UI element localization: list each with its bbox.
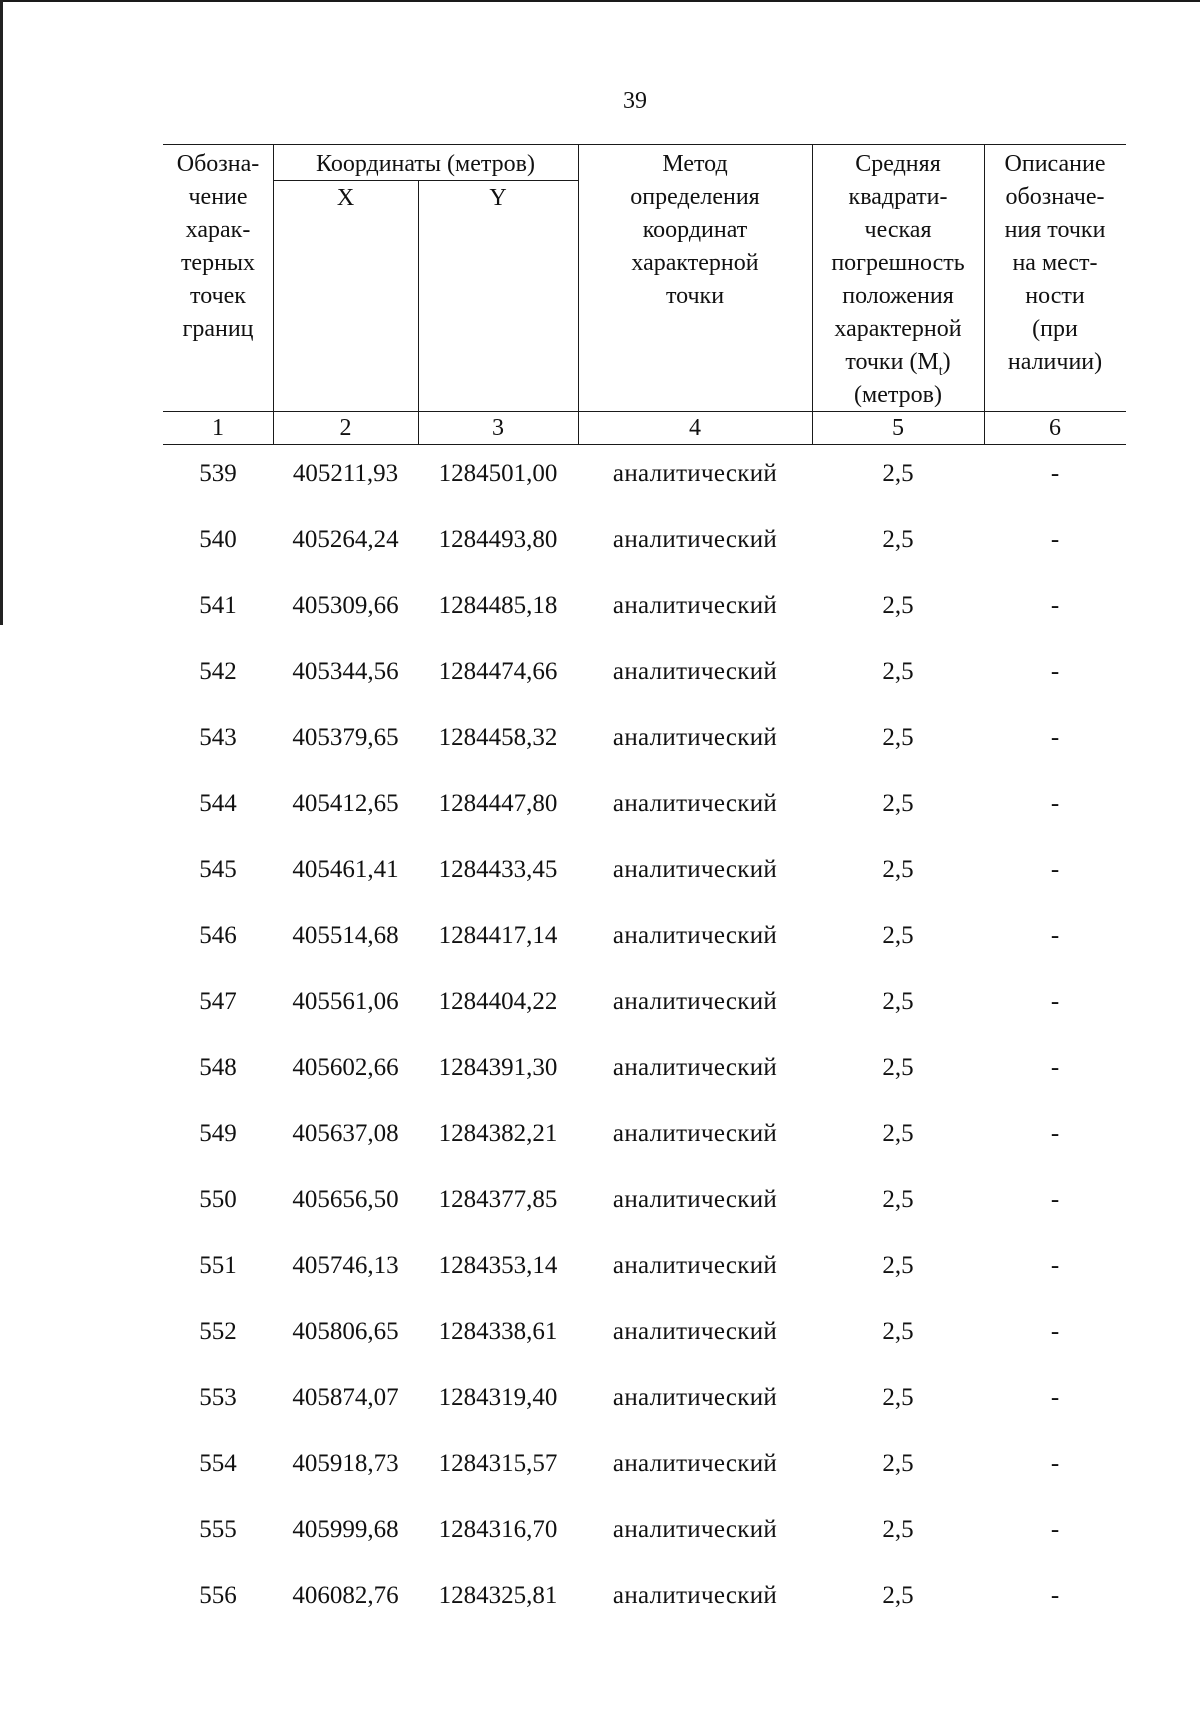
cell-description: - xyxy=(1050,592,1060,619)
cell-x: 405412,65 xyxy=(292,790,399,817)
cell-y: 1284493,80 xyxy=(438,526,558,553)
cell-point-id: 544 xyxy=(199,790,237,817)
column-number-3: 3 xyxy=(492,415,504,441)
cell-y: 1284501,00 xyxy=(438,460,558,487)
table-row xyxy=(163,1382,1126,1448)
cell-x: 405999,68 xyxy=(292,1516,399,1543)
cell-description: - xyxy=(1050,988,1060,1015)
cell-x: 405874,07 xyxy=(292,1384,399,1411)
cell-method: аналитический xyxy=(612,592,778,619)
cell-description: - xyxy=(1050,460,1060,487)
cell-description: - xyxy=(1050,922,1060,949)
cell-x: 405461,41 xyxy=(292,856,399,883)
header-x: X xyxy=(336,185,355,211)
cell-method: аналитический xyxy=(612,1450,778,1477)
table-row xyxy=(163,1250,1126,1316)
table-row xyxy=(163,1448,1126,1514)
header-mean-square-error-text: Средняя квадрати- ческая погрешность положения характерной точки (M xyxy=(831,151,965,375)
cell-error: 2,5 xyxy=(882,1252,914,1279)
cell-point-id: 553 xyxy=(199,1384,237,1411)
cell-point-id: 549 xyxy=(199,1120,237,1147)
cell-point-id: 550 xyxy=(199,1186,237,1213)
cell-y: 1284353,14 xyxy=(438,1252,558,1279)
table-body xyxy=(163,458,1126,1646)
header-mean-square-error xyxy=(812,148,984,412)
cell-method: аналитический xyxy=(612,988,778,1015)
cell-point-id: 547 xyxy=(199,988,237,1015)
cell-y: 1284417,14 xyxy=(438,922,558,949)
cell-description: - xyxy=(1050,658,1060,685)
cell-point-id: 555 xyxy=(199,1516,237,1543)
cell-point-id: 540 xyxy=(199,526,237,553)
cell-method: аналитический xyxy=(612,526,778,553)
cell-description: - xyxy=(1050,1318,1060,1345)
cell-description: - xyxy=(1050,1054,1060,1081)
cell-point-id: 543 xyxy=(199,724,237,751)
cell-point-id: 541 xyxy=(199,592,237,619)
cell-x: 405602,66 xyxy=(292,1054,399,1081)
cell-method: аналитический xyxy=(612,1186,778,1213)
cell-error: 2,5 xyxy=(882,460,914,487)
column-number-1: 1 xyxy=(212,415,224,441)
cell-y: 1284474,66 xyxy=(438,658,558,685)
header-y: Y xyxy=(489,185,507,211)
cell-description: - xyxy=(1050,724,1060,751)
table-row xyxy=(163,1514,1126,1580)
cell-x: 405561,06 xyxy=(292,988,399,1015)
cell-point-id: 556 xyxy=(199,1582,237,1609)
cell-x: 405806,65 xyxy=(292,1318,399,1345)
cell-description: - xyxy=(1050,1384,1060,1411)
cell-y: 1284382,21 xyxy=(438,1120,558,1147)
cell-x: 405379,65 xyxy=(292,724,399,751)
cell-point-id: 545 xyxy=(199,856,237,883)
cell-y: 1284338,61 xyxy=(438,1318,558,1345)
cell-x: 406082,76 xyxy=(292,1582,399,1609)
cell-method: аналитический xyxy=(612,1318,778,1345)
cell-description: - xyxy=(1050,856,1060,883)
cell-method: аналитический xyxy=(612,856,778,883)
cell-y: 1284316,70 xyxy=(438,1516,558,1543)
header-coordinates: Координаты (метров) xyxy=(316,151,535,177)
cell-point-id: 548 xyxy=(199,1054,237,1081)
table-row xyxy=(163,1052,1126,1118)
cell-method: аналитический xyxy=(612,1252,778,1279)
cell-method: аналитический xyxy=(612,1582,778,1609)
cell-y: 1284377,85 xyxy=(438,1186,558,1213)
cell-point-id: 539 xyxy=(199,460,237,487)
cell-description: - xyxy=(1050,1252,1060,1279)
cell-y: 1284325,81 xyxy=(438,1582,558,1609)
cell-error: 2,5 xyxy=(882,1318,914,1345)
cell-error: 2,5 xyxy=(882,1186,914,1213)
table-row xyxy=(163,854,1126,920)
col-divider-2 xyxy=(418,180,419,444)
cell-description: - xyxy=(1050,790,1060,817)
table-row xyxy=(163,788,1126,854)
cell-error: 2,5 xyxy=(882,1516,914,1543)
cell-description: - xyxy=(1050,1120,1060,1147)
cell-error: 2,5 xyxy=(882,1450,914,1477)
table-row xyxy=(163,458,1126,524)
cell-y: 1284485,18 xyxy=(438,592,558,619)
cell-error: 2,5 xyxy=(882,724,914,751)
cell-method: аналитический xyxy=(612,1516,778,1543)
cell-description: - xyxy=(1050,1516,1060,1543)
cell-x: 405211,93 xyxy=(292,460,399,487)
column-number-2: 2 xyxy=(339,415,352,441)
table-row xyxy=(163,590,1126,656)
cell-y: 1284458,32 xyxy=(438,724,558,751)
cell-point-id: 554 xyxy=(199,1450,237,1477)
cell-error: 2,5 xyxy=(882,988,914,1015)
cell-x: 405918,73 xyxy=(292,1450,399,1477)
table-row xyxy=(163,656,1126,722)
cell-x: 405746,13 xyxy=(292,1252,399,1279)
table-row xyxy=(163,524,1126,590)
table-row xyxy=(163,1184,1126,1250)
cell-error: 2,5 xyxy=(882,1054,914,1081)
cell-x: 405656,50 xyxy=(292,1186,399,1213)
cell-method: аналитический xyxy=(612,1120,778,1147)
cell-x: 405264,24 xyxy=(292,526,399,553)
cell-point-id: 546 xyxy=(199,922,237,949)
cell-error: 2,5 xyxy=(882,592,914,619)
cell-x: 405309,66 xyxy=(292,592,399,619)
cell-method: аналитический xyxy=(612,790,778,817)
header-description: Описание обозначе- ния точки на мест- ности (при наличии) xyxy=(1004,151,1106,375)
cell-error: 2,5 xyxy=(882,856,914,883)
cell-point-id: 552 xyxy=(199,1318,237,1345)
cell-description: - xyxy=(1050,526,1060,553)
header-mean-square-error-subscript: t xyxy=(938,363,943,379)
cell-method: аналитический xyxy=(612,1384,778,1411)
column-number-4: 4 xyxy=(689,415,701,441)
cell-description: - xyxy=(1050,1450,1060,1477)
cell-x: 405344,56 xyxy=(292,658,399,685)
cell-method: аналитический xyxy=(612,1054,778,1081)
table-row xyxy=(163,1118,1126,1184)
column-numbers-bottom-rule xyxy=(163,444,1126,445)
table-row xyxy=(163,920,1126,986)
header-method: Метод определения координат характерной точки xyxy=(630,151,760,309)
header-point-designation: Обозна- чение харак- терных точек границ xyxy=(176,151,260,342)
cell-error: 2,5 xyxy=(882,790,914,817)
cell-y: 1284447,80 xyxy=(438,790,558,817)
cell-x: 405514,68 xyxy=(292,922,399,949)
cell-y: 1284315,57 xyxy=(438,1450,558,1477)
cell-y: 1284319,40 xyxy=(438,1384,558,1411)
cell-method: аналитический xyxy=(612,724,778,751)
cell-point-id: 551 xyxy=(199,1252,237,1279)
table-row xyxy=(163,986,1126,1052)
cell-description: - xyxy=(1050,1186,1060,1213)
column-number-5: 5 xyxy=(892,415,904,441)
table-top-rule xyxy=(163,144,1126,145)
cell-method: аналитический xyxy=(612,460,778,487)
table-row xyxy=(163,1580,1126,1646)
page-number: 39 xyxy=(623,88,647,114)
table-row xyxy=(163,722,1126,788)
cell-y: 1284433,45 xyxy=(438,856,558,883)
cell-error: 2,5 xyxy=(882,922,914,949)
table-row xyxy=(163,1316,1126,1382)
column-number-6: 6 xyxy=(1049,415,1061,441)
cell-error: 2,5 xyxy=(882,1384,914,1411)
scan-edge-top xyxy=(0,0,1200,2)
header-mean-square-error-units: ) (метров) xyxy=(854,349,951,408)
cell-point-id: 542 xyxy=(199,658,237,685)
cell-method: аналитический xyxy=(612,922,778,949)
cell-error: 2,5 xyxy=(882,526,914,553)
cell-x: 405637,08 xyxy=(292,1120,399,1147)
cell-error: 2,5 xyxy=(882,1582,914,1609)
cell-description: - xyxy=(1050,1582,1060,1609)
cell-y: 1284391,30 xyxy=(438,1054,558,1081)
cell-y: 1284404,22 xyxy=(438,988,558,1015)
cell-error: 2,5 xyxy=(882,658,914,685)
cell-error: 2,5 xyxy=(882,1120,914,1147)
cell-method: аналитический xyxy=(612,658,778,685)
